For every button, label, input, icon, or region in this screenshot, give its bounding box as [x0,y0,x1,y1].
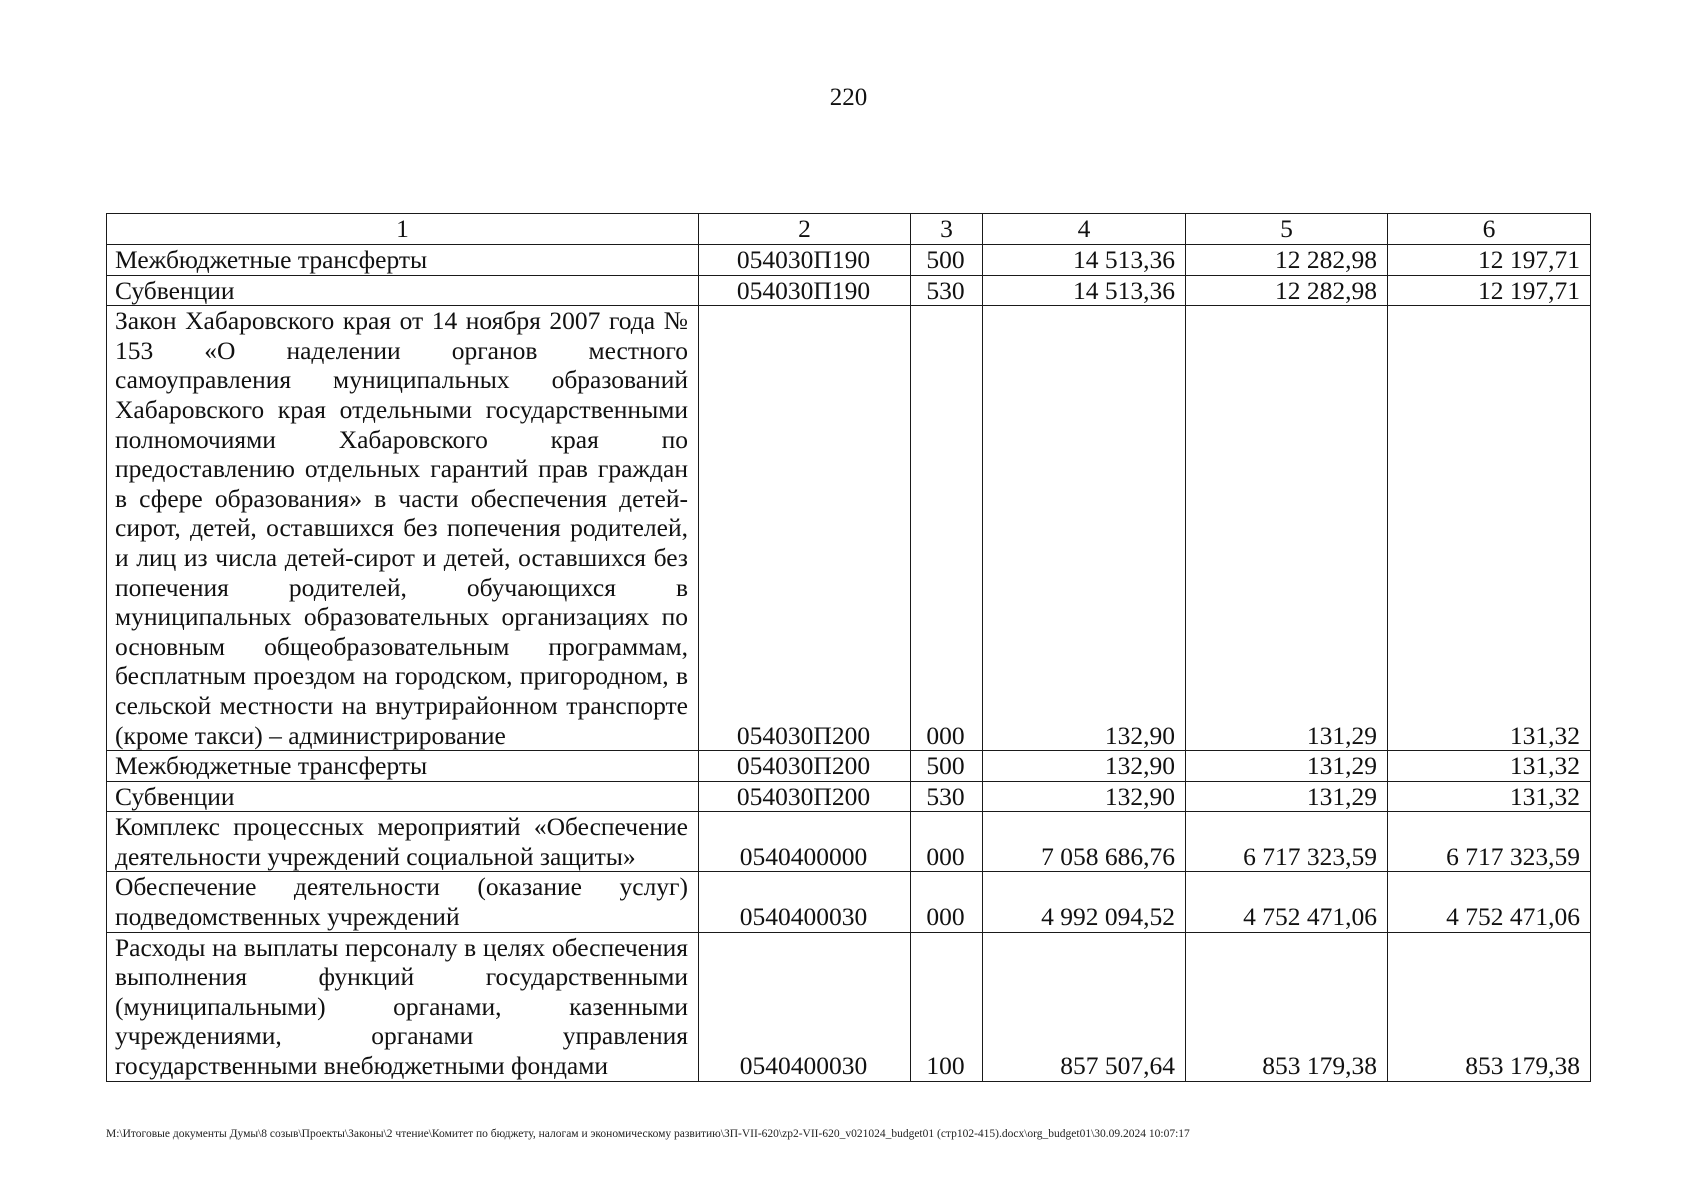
row-value-6: 6 717 323,59 [1388,812,1591,872]
row-type: 500 [911,245,983,276]
column-header: 4 [983,214,1186,245]
row-code: 0540400030 [699,872,911,932]
column-header: 3 [911,214,983,245]
row-code: 0540400000 [699,812,911,872]
row-code: 054030П190 [699,275,911,306]
row-value-5: 12 282,98 [1186,275,1388,306]
row-type: 000 [911,812,983,872]
row-type: 000 [911,306,983,751]
row-code: 054030П200 [699,781,911,812]
table-row [107,812,1591,872]
row-value-6: 131,32 [1388,306,1591,751]
row-value-4: 857 507,64 [983,932,1186,1081]
row-value-5: 131,29 [1186,781,1388,812]
column-header: 2 [699,214,911,245]
row-value-4: 14 513,36 [983,275,1186,306]
row-name: Межбюджетные трансферты [107,245,699,276]
row-type: 530 [911,275,983,306]
table-row [107,781,1591,812]
row-type: 500 [911,751,983,782]
table-row [107,275,1591,306]
row-value-4: 132,90 [983,751,1186,782]
row-type: 100 [911,932,983,1081]
table-row [107,872,1591,932]
table-row [107,751,1591,782]
row-value-6: 131,32 [1388,781,1591,812]
row-value-4: 7 058 686,76 [983,812,1186,872]
row-name: Субвенции [107,275,699,306]
table-row [107,245,1591,276]
row-value-6: 131,32 [1388,751,1591,782]
document-path-footer: M:\Итоговые документы Думы\8 созыв\Проекты\Законы\2 чтение\Комитет по бюджету, налогам и экономическому развитию\ЗП-VII-620\zp2-VII-620_v021024_budget01 (стр102-415).docx\org_budget01\30.09.2024 10:07:17 [106,1128,1190,1140]
row-name: Расходы на выплаты персоналу в целях обеспечения выполнения функций государственными (муниципальными) органами, казенными учреждениями, органами управления государственными внебюджетными фондами [107,932,699,1081]
row-value-4: 14 513,36 [983,245,1186,276]
row-code: 054030П190 [699,245,911,276]
row-name: Субвенции [107,781,699,812]
row-name: Межбюджетные трансферты [107,751,699,782]
row-type: 000 [911,872,983,932]
row-code: 0540400030 [699,932,911,1081]
row-value-6: 12 197,71 [1388,245,1591,276]
row-value-4: 132,90 [983,781,1186,812]
column-header: 6 [1388,214,1591,245]
row-value-5: 853 179,38 [1186,932,1388,1081]
table-row [107,932,1591,1081]
row-name: Закон Хабаровского края от 14 ноября 2007 года № 153 «О наделении органов местного самоуправления муниципальных образований Хабаровского края отдельными государственными полномочиями Хабаровского края по предоставлению отдельных гарантий прав граждан в сфере образования» в части обеспечения детей-сирот, детей, оставшихся без попечения родителей, и лиц из числа детей-сирот и детей, оставшихся без попечения родителей, обучающихся в муниципальных образовательных организациях по основным общеобразовательным программам, бесплатным проездом на городском, пригородном, в сельской местности на внутрирайонном транспорте (кроме такси) – администрирование [107,306,699,751]
column-header: 5 [1186,214,1388,245]
row-value-6: 4 752 471,06 [1388,872,1591,932]
row-name: Комплекс процессных мероприятий «Обеспечение деятельности учреждений социальной защиты» [107,812,699,872]
table-row [107,306,1591,751]
table-header-row [107,214,1591,245]
page-number: 220 [829,84,868,111]
row-code: 054030П200 [699,306,911,751]
row-code: 054030П200 [699,751,911,782]
row-type: 530 [911,781,983,812]
row-name: Обеспечение деятельности (оказание услуг) подведомственных учреждений [107,872,699,932]
row-value-6: 12 197,71 [1388,275,1591,306]
row-value-5: 6 717 323,59 [1186,812,1388,872]
row-value-5: 131,29 [1186,306,1388,751]
row-value-4: 4 992 094,52 [983,872,1186,932]
column-header: 1 [107,214,699,245]
row-value-5: 131,29 [1186,751,1388,782]
budget-table [106,213,1591,1082]
row-value-6: 853 179,38 [1388,932,1591,1081]
row-value-5: 4 752 471,06 [1186,872,1388,932]
row-value-5: 12 282,98 [1186,245,1388,276]
row-value-4: 132,90 [983,306,1186,751]
